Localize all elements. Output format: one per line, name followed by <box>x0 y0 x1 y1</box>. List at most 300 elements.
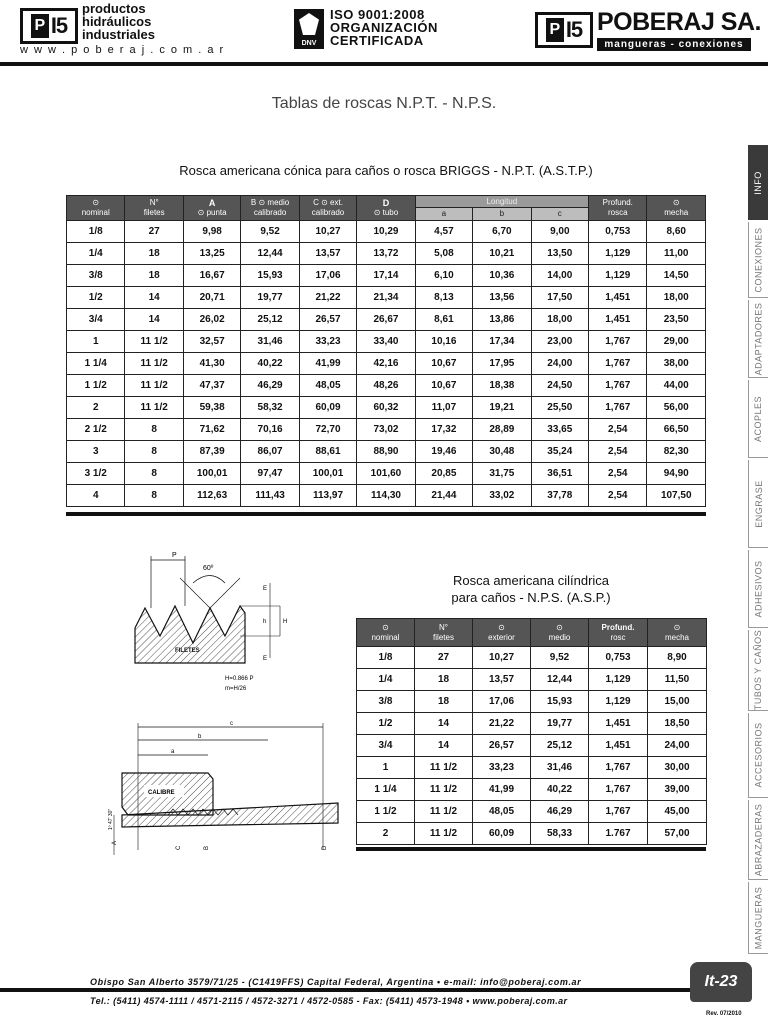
table1-title: Rosca americana cónica para caños o rosca BRIGGS - N.P.T. (A.S.T.P.) <box>179 163 593 178</box>
npt-table-cell: 2 1/2 <box>67 419 125 441</box>
footer-address: Obispo San Alberto 3579/71/25 - (C1419FFS) Capital Federal, Argentina • e-mail: info@poberaj.com.ar <box>90 977 582 987</box>
nps-table-cell: 1,767 <box>589 779 648 801</box>
npt-table-cell: 13,56 <box>473 287 531 309</box>
npt-header-a-l2: ⊙ punta <box>197 208 227 217</box>
npt-table-cell: 24,00 <box>531 353 588 375</box>
nps-header-exterior-l1: ⊙ <box>498 622 505 632</box>
npt-table-cell: 1,767 <box>589 353 647 375</box>
nps-table-cell: 31,46 <box>531 757 589 779</box>
brand-logo-right <box>535 12 593 48</box>
npt-table-cell: 10,67 <box>415 353 472 375</box>
npt-table-cell: 13,50 <box>531 243 588 265</box>
nps-table-cell: 8,90 <box>648 647 707 669</box>
nps-header-nominal <box>357 619 415 647</box>
nps-header-nominal-l2: nominal <box>371 632 400 642</box>
nps-table-cell: 13,57 <box>473 669 531 691</box>
iso-certification-icon <box>294 9 324 49</box>
nps-table-cell: 14 <box>415 713 473 735</box>
nps-header-profund-l2: rosc <box>610 632 626 642</box>
npt-table-cell: 20,85 <box>415 463 472 485</box>
npt-table-cell: 86,07 <box>241 441 299 463</box>
side-tab-abrazaderas[interactable] <box>748 800 768 880</box>
side-tab-adaptadores[interactable] <box>748 300 768 378</box>
side-tab-label: INFO <box>753 170 763 195</box>
npt-header-nominal-l2: nominal <box>81 208 110 217</box>
nps-table-cell: 0,753 <box>589 647 648 669</box>
npt-header-mecha <box>647 196 706 221</box>
nps-table-cell: 1 1/2 <box>357 801 415 823</box>
iso-line-3: CERTIFICADA <box>330 33 424 48</box>
brand-website: w w w . p o b e r a j . c o m . a r <box>20 44 225 56</box>
angle-label: 60º <box>203 565 214 572</box>
npt-table-row <box>67 221 706 243</box>
npt-table-cell: 11 1/2 <box>125 331 183 353</box>
nps-table-row <box>357 757 707 779</box>
npt-table-cell: 19,77 <box>241 287 299 309</box>
npt-table-cell: 58,32 <box>241 397 299 419</box>
nps-table <box>356 618 707 845</box>
npt-table-cell: 11,00 <box>647 243 706 265</box>
npt-table-cell: 88,61 <box>299 441 356 463</box>
nps-table-body <box>357 647 707 845</box>
npt-table-cell: 3/4 <box>67 309 125 331</box>
npt-table-cell: 13,25 <box>183 243 240 265</box>
npt-table-cell: 32,57 <box>183 331 240 353</box>
dim-b-label: b <box>198 734 202 740</box>
npt-table-cell: 42,16 <box>357 353 415 375</box>
npt-table-cell: 33,02 <box>473 485 531 507</box>
nps-table-cell: 1/4 <box>357 669 415 691</box>
npt-table-cell: 10,16 <box>415 331 472 353</box>
nps-table-bottom-rule <box>356 847 706 851</box>
pitch-label: P <box>172 552 177 559</box>
npt-table-cell: 17,34 <box>473 331 531 353</box>
brand-logo-left <box>20 8 78 44</box>
nps-table-cell: 3/8 <box>357 691 415 713</box>
npt-table-cell: 8,60 <box>647 221 706 243</box>
npt-table-cell: 8 <box>125 463 183 485</box>
npt-table-cell: 8,13 <box>415 287 472 309</box>
nps-table-cell: 11 1/2 <box>415 801 473 823</box>
npt-table-cell: 1/8 <box>67 221 125 243</box>
npt-table-cell: 14,50 <box>647 265 706 287</box>
npt-table-cell: 21,44 <box>415 485 472 507</box>
npt-table-cell: 1,129 <box>589 243 647 265</box>
side-tab-label: ACOPLES <box>753 395 764 442</box>
side-tab-mangueras[interactable] <box>748 882 768 954</box>
nps-table-cell: 14 <box>415 735 473 757</box>
npt-table-cell: 19,21 <box>473 397 531 419</box>
nps-header-medio <box>531 619 589 647</box>
brand-logo-right-number: I5 <box>565 17 583 42</box>
npt-header-filetes-l2: filetes <box>143 208 165 217</box>
npt-table-cell: 18,00 <box>647 287 706 309</box>
npt-table-cell: 40,22 <box>241 353 299 375</box>
taper-angle-label: 1º 47' 30" <box>108 808 114 830</box>
npt-table-cell: 3 <box>67 441 125 463</box>
nps-table-row <box>357 713 707 735</box>
npt-table-row <box>67 463 706 485</box>
npt-table-cell: 10,21 <box>473 243 531 265</box>
npt-table-cell: 47,37 <box>183 375 240 397</box>
npt-table-cell: 4,57 <box>415 221 472 243</box>
npt-table-cell: 87,39 <box>183 441 240 463</box>
table2-title <box>356 572 706 606</box>
nps-table-cell: 1,451 <box>589 713 648 735</box>
npt-table-cell: 17,32 <box>415 419 472 441</box>
nps-table-cell: 1 <box>357 757 415 779</box>
table2-title-line2: para caños - N.P.S. (A.S.P.) <box>451 590 611 605</box>
npt-header-b-l2: calibrado <box>253 208 287 217</box>
side-tab-acoples[interactable] <box>748 380 768 458</box>
label-h: H <box>283 619 288 625</box>
npt-table-cell: 23,00 <box>531 331 588 353</box>
npt-header-long-b: b <box>473 208 531 221</box>
npt-table-cell: 33,65 <box>531 419 588 441</box>
nps-table-cell: 46,29 <box>531 801 589 823</box>
nps-table-row <box>357 779 707 801</box>
npt-header-long-a: a <box>415 208 472 221</box>
npt-table-cell: 94,90 <box>647 463 706 485</box>
npt-table-cell: 37,78 <box>531 485 588 507</box>
npt-table-cell: 56,00 <box>647 397 706 419</box>
npt-table-cell: 18 <box>125 265 183 287</box>
npt-table-cell: 27 <box>125 221 183 243</box>
npt-table-cell: 1 1/2 <box>67 375 125 397</box>
nps-header-medio-l2: medio <box>548 632 571 642</box>
side-tab-conexiones[interactable] <box>748 222 768 298</box>
npt-table-cell: 1,767 <box>589 375 647 397</box>
npt-header-b <box>241 196 299 221</box>
npt-table-cell: 101,60 <box>357 463 415 485</box>
nps-table-cell: 60,09 <box>473 823 531 845</box>
nps-header-filetes-l2: filetes <box>433 632 454 642</box>
nps-table-row <box>357 647 707 669</box>
npt-table-cell: 2,54 <box>589 441 647 463</box>
npt-header-mecha-l2: mecha <box>664 208 689 217</box>
npt-table-cell: 10,27 <box>299 221 356 243</box>
nps-table-cell: 21,22 <box>473 713 531 735</box>
npt-header-nominal-l1: ⊙ <box>92 198 100 207</box>
nps-table-cell: 12,44 <box>531 669 589 691</box>
npt-table-cell: 17,50 <box>531 287 588 309</box>
npt-table-cell: 1,767 <box>589 397 647 419</box>
npt-table-cell: 2,54 <box>589 463 647 485</box>
nps-header-medio-l1: ⊙ <box>556 622 563 632</box>
npt-table-cell: 1,129 <box>589 265 647 287</box>
npt-table-cell: 26,57 <box>299 309 356 331</box>
npt-table-cell: 26,67 <box>357 309 415 331</box>
npt-table-cell: 14 <box>125 309 183 331</box>
nps-header-mecha-l1: ⊙ <box>673 622 681 632</box>
side-tab-label: TUBOS Y CAÑOS <box>753 629 764 711</box>
npt-table-row <box>67 287 706 309</box>
npt-table-cell: 5,08 <box>415 243 472 265</box>
side-tab-adhesivos[interactable] <box>748 550 768 628</box>
npt-table-cell: 33,40 <box>357 331 415 353</box>
npt-table-cell: 8,61 <box>415 309 472 331</box>
npt-table-cell: 11 1/2 <box>125 353 183 375</box>
nps-table-row <box>357 801 707 823</box>
gauge-label-D: D <box>322 845 328 850</box>
thread-profile-diagram <box>125 548 315 698</box>
npt-header-d-l1: D <box>382 198 390 208</box>
npt-table-row <box>67 353 706 375</box>
page-code-badge: It-23 <box>690 962 752 1002</box>
brand-logo-number: I5 <box>50 13 68 38</box>
npt-table-cell: 100,01 <box>183 463 240 485</box>
nps-table-cell: 24,00 <box>648 735 707 757</box>
npt-table-cell: 23,50 <box>647 309 706 331</box>
npt-table-cell: 3 1/2 <box>67 463 125 485</box>
brand-line-3: industriales <box>82 27 155 42</box>
npt-table-cell: 25,50 <box>531 397 588 419</box>
side-tab-label: ADAPTADORES <box>753 302 764 375</box>
npt-table-row <box>67 419 706 441</box>
npt-table-cell: 21,22 <box>299 287 356 309</box>
nps-table-cell: 15,93 <box>531 691 589 713</box>
npt-table-cell: 2,54 <box>589 485 647 507</box>
npt-table-cell: 31,46 <box>241 331 299 353</box>
npt-header-longitud: Longitud <box>415 196 588 208</box>
npt-table-cell: 1,767 <box>589 331 647 353</box>
brand-logo-right-mark: P <box>546 18 564 42</box>
npt-table-cell: 18 <box>125 243 183 265</box>
npt-table-cell: 8 <box>125 485 183 507</box>
side-tab-info[interactable] <box>748 145 768 220</box>
npt-table-cell: 11 1/2 <box>125 397 183 419</box>
npt-table-cell: 107,50 <box>647 485 706 507</box>
npt-table-cell: 2,54 <box>589 419 647 441</box>
side-tab-engrase[interactable] <box>748 460 768 548</box>
npt-header-d-l2: ⊙ tubo <box>373 208 399 217</box>
nps-table-row <box>357 735 707 757</box>
iso-line-2: ORGANIZACIÓN <box>330 20 438 35</box>
npt-table-cell: 60,09 <box>299 397 356 419</box>
nps-header-filetes <box>415 619 473 647</box>
nps-table-cell: 58,33 <box>531 823 589 845</box>
npt-table-cell: 48,05 <box>299 375 356 397</box>
npt-table-cell: 21,34 <box>357 287 415 309</box>
nps-table-cell: 3/4 <box>357 735 415 757</box>
npt-header-c-l2: calibrado <box>311 208 345 217</box>
npt-header-a <box>183 196 240 221</box>
nps-header-filetes-l1: N° <box>439 622 448 632</box>
npt-header-profund-l2: rosca <box>607 208 628 217</box>
nps-table-cell: 11,50 <box>648 669 707 691</box>
gauge-label-A: A <box>112 840 118 845</box>
nps-table-cell: 25,12 <box>531 735 589 757</box>
npt-table-cell: 46,29 <box>241 375 299 397</box>
npt-table-cell: 4 <box>67 485 125 507</box>
nps-table-cell: 1,129 <box>589 669 648 691</box>
side-tab-tubos-y-caños[interactable] <box>748 630 768 711</box>
npt-table-cell: 30,48 <box>473 441 531 463</box>
nps-table-cell: 40,22 <box>531 779 589 801</box>
nps-header-mecha <box>648 619 707 647</box>
nps-table-cell: 1.767 <box>589 823 648 845</box>
npt-header-mecha-l1: ⊙ <box>672 198 680 207</box>
npt-table-cell: 88,90 <box>357 441 415 463</box>
nps-table-cell: 19,77 <box>531 713 589 735</box>
nps-table-cell: 1/2 <box>357 713 415 735</box>
nps-table-cell: 11 1/2 <box>415 823 473 845</box>
npt-table-cell: 66,50 <box>647 419 706 441</box>
npt-table-cell: 41,99 <box>299 353 356 375</box>
table2-title-line1: Rosca americana cilíndrica <box>452 573 610 588</box>
nps-table-cell: 33,23 <box>473 757 531 779</box>
nps-table-cell: 39,00 <box>648 779 707 801</box>
angle-arc <box>193 576 225 584</box>
npt-table-cell: 16,67 <box>183 265 240 287</box>
npt-table-cell: 26,02 <box>183 309 240 331</box>
gauge-label-B: B <box>204 845 210 850</box>
npt-table-cell: 71,62 <box>183 419 240 441</box>
npt-table-cell: 1/4 <box>67 243 125 265</box>
gauge-diagram <box>108 715 348 860</box>
nps-table-cell: 1 1/4 <box>357 779 415 801</box>
npt-table-cell: 113,97 <box>299 485 356 507</box>
npt-table-cell: 41,30 <box>183 353 240 375</box>
npt-table-cell: 9,00 <box>531 221 588 243</box>
npt-table-cell: 10,36 <box>473 265 531 287</box>
revision-label: Rev. 07/2010 <box>706 1011 742 1017</box>
npt-table-row <box>67 375 706 397</box>
calibre-label: CALIBRE <box>148 790 175 796</box>
filetes-label: FILETES <box>175 648 200 654</box>
npt-table-row <box>67 331 706 353</box>
npt-header-d <box>357 196 415 221</box>
npt-table-cell: 13,57 <box>299 243 356 265</box>
npt-header-filetes <box>125 196 183 221</box>
npt-table-cell: 2 <box>67 397 125 419</box>
npt-header-c-l1: C ⊙ ext. <box>313 198 343 207</box>
npt-table <box>66 195 706 507</box>
npt-table-cell: 13,86 <box>473 309 531 331</box>
npt-table-cell: 38,00 <box>647 353 706 375</box>
brand-line-1: productos <box>82 1 146 16</box>
npt-table-cell: 25,12 <box>241 309 299 331</box>
npt-table-cell: 1,451 <box>589 287 647 309</box>
npt-table-cell: 35,24 <box>531 441 588 463</box>
nps-table-cell: 18 <box>415 691 473 713</box>
formula-h: H=0.866 P <box>225 676 254 682</box>
npt-table-cell: 6,10 <box>415 265 472 287</box>
npt-table-bottom-rule <box>66 512 706 516</box>
npt-header-c <box>299 196 356 221</box>
npt-header-nominal <box>67 196 125 221</box>
page-title: Tablas de roscas N.P.T. - N.P.S. <box>271 95 497 112</box>
npt-table-cell: 33,23 <box>299 331 356 353</box>
npt-table-cell: 29,00 <box>647 331 706 353</box>
npt-table-cell: 70,16 <box>241 419 299 441</box>
npt-table-cell: 24,50 <box>531 375 588 397</box>
brand-tagline <box>82 2 155 41</box>
npt-table-row <box>67 485 706 507</box>
side-tab-label: ENGRASE <box>753 479 764 528</box>
npt-table-cell: 17,95 <box>473 353 531 375</box>
npt-table-cell: 14,00 <box>531 265 588 287</box>
dim-a-label: a <box>171 749 175 755</box>
npt-table-cell: 17,06 <box>299 265 356 287</box>
npt-table-cell: 73,02 <box>357 419 415 441</box>
company-name: POBERAJ SA. <box>597 8 761 36</box>
npt-table-cell: 82,30 <box>647 441 706 463</box>
nps-table-row <box>357 823 707 845</box>
npt-table-body <box>67 221 706 507</box>
npt-table-cell: 11,07 <box>415 397 472 419</box>
nps-table-cell: 45,00 <box>648 801 707 823</box>
npt-table-cell: 14 <box>125 287 183 309</box>
nps-table-cell: 1,767 <box>589 757 648 779</box>
npt-table-cell: 31,75 <box>473 463 531 485</box>
npt-table-cell: 1 1/4 <box>67 353 125 375</box>
npt-header-profund <box>589 196 647 221</box>
nps-table-cell: 11 1/2 <box>415 757 473 779</box>
nps-table-cell: 9,52 <box>531 647 589 669</box>
brand-logo-mark: P <box>31 14 49 38</box>
npt-table-cell: 28,89 <box>473 419 531 441</box>
npt-table-cell: 111,43 <box>241 485 299 507</box>
npt-table-cell: 1 <box>67 331 125 353</box>
npt-header-filetes-l1: N° <box>149 198 159 207</box>
npt-table-row <box>67 309 706 331</box>
nps-table-cell: 48,05 <box>473 801 531 823</box>
npt-table-cell: 3/8 <box>67 265 125 287</box>
npt-table-cell: 44,00 <box>647 375 706 397</box>
nps-table-cell: 27 <box>415 647 473 669</box>
formula-m: m=H/26 <box>225 686 247 692</box>
npt-table-cell: 18,38 <box>473 375 531 397</box>
npt-table-cell: 112,63 <box>183 485 240 507</box>
side-tab-label: CONEXIONES <box>753 226 764 293</box>
nps-table-cell: 2 <box>357 823 415 845</box>
nps-table-row <box>357 669 707 691</box>
header-divider <box>0 62 768 66</box>
label-e-bottom: E <box>263 656 268 662</box>
nps-header-profund-l1: Profund. <box>601 622 635 632</box>
label-e-top: E <box>263 586 268 592</box>
nps-table-cell: 26,57 <box>473 735 531 757</box>
npt-table-row <box>67 243 706 265</box>
npt-table-cell: 48,26 <box>357 375 415 397</box>
nps-header-exterior-l2: exterior <box>488 632 515 642</box>
nps-table-cell: 41,99 <box>473 779 531 801</box>
company-subtitle: mangueras - conexiones <box>597 38 751 51</box>
npt-table-cell: 60,32 <box>357 397 415 419</box>
nps-header-profund <box>589 619 648 647</box>
npt-table-cell: 6,70 <box>473 221 531 243</box>
side-tab-label: MANGUERAS <box>753 886 764 949</box>
side-tab-accesorios[interactable] <box>748 713 768 798</box>
npt-table-row <box>67 441 706 463</box>
npt-table-cell: 15,93 <box>241 265 299 287</box>
npt-table-cell: 59,38 <box>183 397 240 419</box>
page-header <box>0 0 768 66</box>
npt-table-cell: 100,01 <box>299 463 356 485</box>
npt-table-cell: 9,52 <box>241 221 299 243</box>
npt-table-cell: 8 <box>125 419 183 441</box>
npt-table-cell: 11 1/2 <box>125 375 183 397</box>
iso-line-1: ISO 9001:2008 <box>330 7 425 22</box>
footer-phones: Tel.: (5411) 4574-1111 / 4571-2115 / 4572-3271 / 4572-0585 - Fax: (5411) 4573-1948 • www.poberaj.com.ar <box>90 996 568 1006</box>
nps-table-cell: 1,767 <box>589 801 648 823</box>
label-h-small: h <box>263 619 267 625</box>
side-tab-label: ACCESORIOS <box>753 722 764 788</box>
nps-table-cell: 18 <box>415 669 473 691</box>
iso-certification-text <box>330 8 438 47</box>
npt-table-cell: 18,00 <box>531 309 588 331</box>
